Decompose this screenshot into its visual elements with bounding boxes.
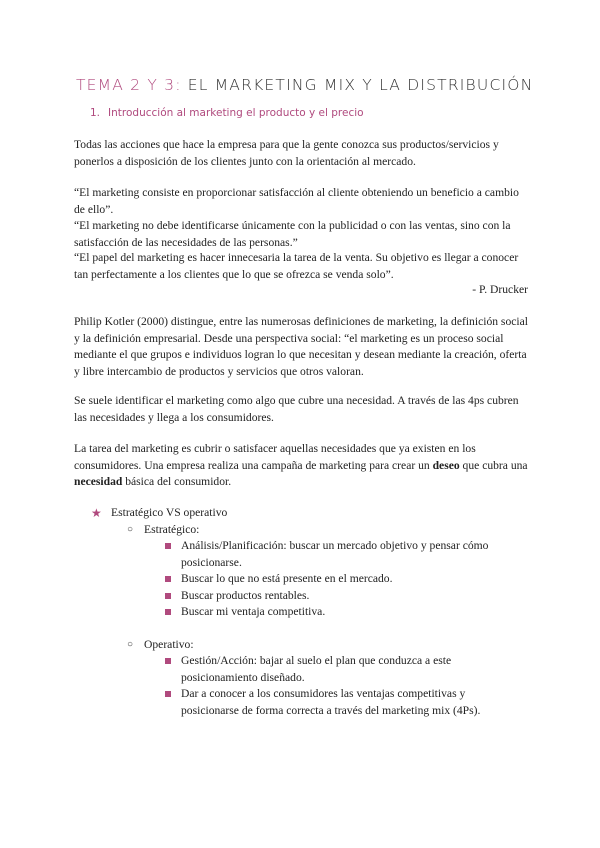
strategy-list [74, 505, 528, 719]
list-item [74, 538, 528, 571]
square-bullet-icon [165, 609, 171, 615]
page-title [76, 76, 533, 94]
list-item [74, 653, 528, 686]
square-bullet-icon [165, 576, 171, 582]
circle-bullet-icon: ○ [127, 523, 134, 535]
operative-item-2: Dar a conocer a los consumidores las ventajas competitivas y posicionarse de forma correcta a través del marketing mix (4Ps). [181, 687, 481, 717]
strategic-label: Estratégico: [144, 522, 200, 536]
strategic-item-1: Análisis/Planificación: buscar un mercado objetivo y pensar cómo posicionarse. [181, 539, 489, 569]
task-bold-necesidad: necesidad [74, 475, 123, 488]
list-item [74, 571, 528, 588]
task-bold-deseo: deseo [432, 458, 460, 472]
square-bullet-icon [165, 691, 171, 697]
title-text: EL MARKETING MIX Y LA DISTRIBUCIÓN [181, 76, 534, 94]
kotler-paragraph: Philip Kotler (2000) distingue, entre las numerosas definiciones de marketing, la definición social y la definición empresarial. Desde una perspectiva social: “el marketing es un proceso social mediante el que grupos e individuos logran lo que necesitan y desean mediante la creación, oferta y libre intercambio de productos y servicios que otros valoran. [74, 315, 528, 378]
section-number: 1. [90, 107, 101, 119]
task-text-3: básica del consumidor. [122, 475, 232, 488]
strategic-item-2: Buscar lo que no está presente en el mercado. [181, 572, 393, 585]
list-item-top [74, 505, 528, 522]
list-item-strategic [74, 522, 528, 539]
intro-paragraph: Todas las acciones que hace la empresa para que la gente conozca sus productos/servicios y ponerlos a disposición de los clientes junto con la orientación al mercado. [74, 138, 499, 168]
task-text-2: que cubra una [459, 458, 528, 472]
operative-item-1: Gestión/Acción: bajar al suelo el plan que conduzca a este posicionamiento diseñado. [181, 654, 452, 684]
list-item [74, 604, 528, 621]
square-bullet-icon [165, 543, 171, 549]
section-heading [90, 107, 364, 119]
list-spacer [74, 621, 528, 637]
section-heading-text: Introducción al marketing el producto y el precio [108, 107, 364, 119]
quote-1: “El marketing consiste en proporcionar satisfacción al cliente obteniendo un beneficio a cambio de ello”. [74, 186, 519, 216]
quote-2: “El marketing no debe identificarse únicamente con la publicidad o con las ventas, sino con la satisfacción de las necesidades de las personas.” [74, 219, 511, 249]
square-bullet-icon [165, 658, 171, 664]
identify-paragraph: Se suele identificar el marketing como algo que cubre una necesidad. A través de las 4ps cubren las necesidades y llega a los consumidores. [74, 394, 519, 424]
circle-bullet-icon: ○ [127, 638, 134, 650]
quote-3: “El papel del marketing es hacer innecesaria la tarea de la venta. Su objetivo es llegar a conocer tan perfectamente a los clientes que lo que se ofrezca se venda solo”. [74, 251, 519, 281]
task-paragraph [74, 441, 528, 491]
list-item-operative [74, 637, 528, 654]
list-item [74, 686, 528, 719]
list-item [74, 588, 528, 605]
strategic-item-3: Buscar productos rentables. [181, 588, 310, 602]
quote-attribution: - P. Drucker [472, 283, 528, 296]
strategic-item-4: Buscar mi ventaja competitiva. [181, 605, 326, 618]
task-text-1: La tarea del marketing es cubrir o satisfacer aquellas necesidades que ya existen en los consumidores. Una empresa realiza una campaña de marketing para crear un [74, 442, 476, 472]
list-item-top-label: Estratégico VS operativo [111, 506, 228, 519]
title-accent: TEMA 2 Y 3: [76, 76, 182, 94]
operative-label: Operativo: [144, 637, 194, 651]
star-bullet-icon: ★ [91, 506, 102, 520]
square-bullet-icon [165, 593, 171, 599]
